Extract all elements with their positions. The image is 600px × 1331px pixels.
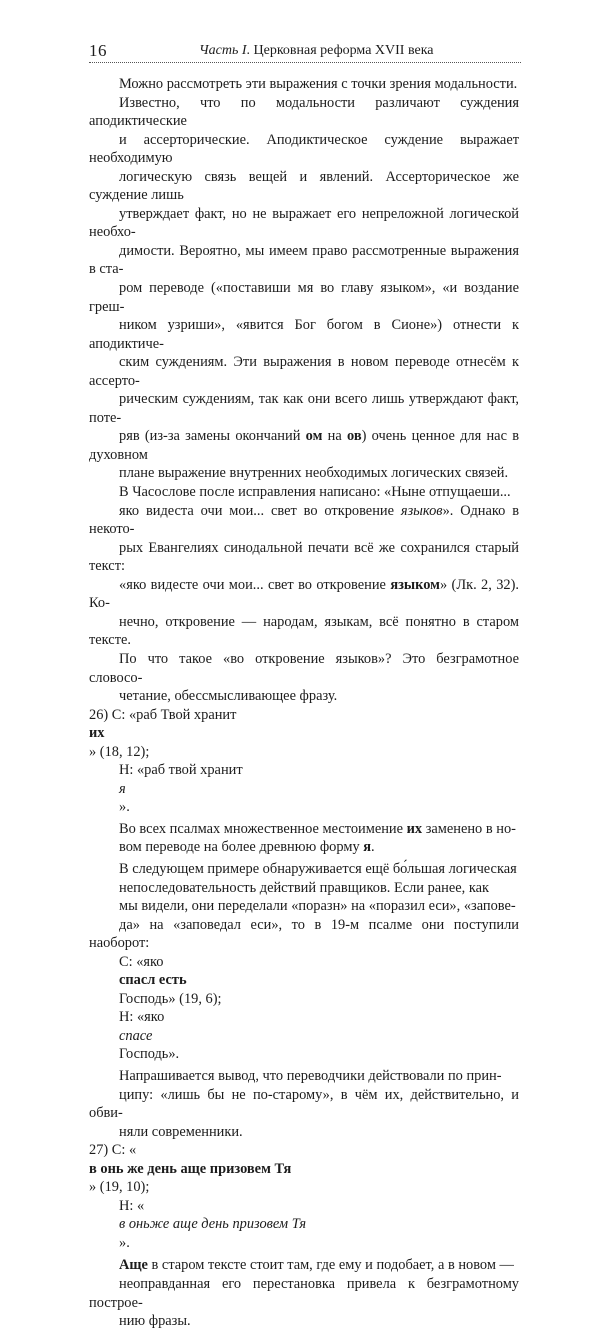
text-run: » (Лк. 2, 32). Ко- [89,576,519,612]
bold-term: спасл есть [119,972,187,989]
text-run: С: «яко [119,953,164,970]
text-line: ципу: «лишь бы не по-старому», в чём их, действительно, и обви- [89,1086,519,1122]
text-line: четание, обессмысливающее фразу. [119,688,338,705]
example-19-old [89,953,519,1009]
text-line: В следующем примере обнаруживается ещё бо́льшая логическая [119,860,517,877]
part-label: Часть I [199,43,247,58]
paragraph-inconsistency [89,860,519,953]
text-run: заменено в но- [422,820,516,837]
paragraph-conclusion [89,1067,519,1141]
example-26-old [89,706,519,762]
italic-term: в оньже аще день призовем Тя [119,1216,307,1233]
paragraph-ashche [89,1256,519,1330]
text-run: » (18, 12); [89,743,150,760]
bold-term: я [363,839,372,856]
text-line: ром переводе («поставиши мя во главу языком», «и воздание греш- [89,280,519,315]
bold-term: ом [305,428,323,445]
text-run: Господь» (19, 6); [119,990,222,1007]
text-line: В Часослове после исправления написано: «Ныне отпущаеши... [119,484,511,501]
example-27-new [89,1197,519,1253]
text-run: «яко видесте очи мои... свет во откровение [119,576,391,593]
example-19-new [89,1008,519,1064]
example-26-new [89,761,519,817]
text-line: Можно рассмотреть эти выражения с точки зрения модальности. [119,76,518,92]
text-line: и ассерторические. Аподиктическое суждение выражает необходимую [89,131,519,167]
text-run: ». Однако в некото- [89,502,519,538]
text-line: утверждает факт, но не выражает его непреложной логической необхо- [89,205,519,241]
text-line: мы видели, они переделали «поразн» на «поразил еси», «запове- [119,898,516,915]
text-line [89,576,519,613]
text-run: ». [119,1234,130,1251]
italic-term: языков [400,502,443,519]
bold-term: их [89,725,105,742]
text-line: рых Евангелиях синодальной печати всё же сохранился старый текст: [89,539,519,575]
text-run: ». [119,799,130,816]
bold-term: Аще [119,1257,148,1274]
text-run: яко видеста очи мои... свет во откровение [119,502,401,519]
text-line: Напрашивается вывод, что переводчики действовали по прин- [119,1067,502,1084]
text-run: в старом тексте стоит там, где ему и подобает, а в новом — [147,1257,514,1274]
text-run: Во всех псалмах множественное местоимение [119,820,407,837]
example-27-old [89,1141,519,1197]
paragraph-chasoslov [89,483,519,706]
text-line: логическую связь вещей и явлений. Ассерторическое же суждение лишь [89,168,519,204]
italic-term: я [119,780,126,797]
text-run: Господь». [119,1046,180,1063]
text-line [89,820,519,839]
text-line: неоправданная его перестановка привела к безграмотному построе- [89,1276,519,1311]
text-line [89,1256,519,1275]
text-line: Известно, что по модальности различают суждения аподиктические [89,94,519,130]
bold-term: их [406,820,423,837]
text-run: 27) С: « [89,1142,137,1159]
paragraph-pronoun [89,820,519,857]
text-line: рическим суждениям, так как они всего лишь утверждают факт, поте- [89,391,519,426]
text-line: ником узриши», «явится Бог богом в Сионе») отнести к аподиктиче- [89,317,519,352]
running-title [199,43,434,59]
text-line: няли современники. [119,1123,243,1140]
text-run: ряв (из-за замены окончаний [119,428,306,445]
text-line: димости. Вероятно, мы имеем право рассмотренные выражения в ста- [89,242,519,278]
text-line: нечно, откровение — народам, языкам, всё понятно в старом тексте. [89,613,519,649]
bold-term: ов [347,428,362,445]
text-line: ским суждениям. Эти выражения в новом переводе отнесём к ассерто- [89,354,519,389]
text-run: вом переводе на более древнюю форму [119,839,364,856]
paragraph-modality [89,75,519,483]
text-line [89,427,519,464]
text-line: плане выражение внутренних необходимых логических связей. [119,465,509,482]
page-number: 16 [89,41,107,60]
text-line: непоследовательность действий правщиков. Если ранее, как [119,879,490,896]
text-run: Н: « [119,1197,145,1214]
text-run: Н: «яко [119,1009,165,1026]
text-run: на [322,428,347,445]
text-line [89,502,519,539]
text-line [89,838,519,857]
italic-term: спасе [119,1027,153,1044]
text-run: Н: «раб твой хранит [119,762,243,779]
text-line: По что такое «во откровение языков»? Это безграмотное словосо- [89,650,519,686]
text-line: да» на «заповедал еси», то в 19-м псалме они поступили наоборот: [89,916,519,952]
running-head [89,40,521,63]
text-run: 26) С: «раб Твой хранит [89,706,237,723]
bold-term: языком [390,576,440,593]
body-text [89,75,519,1331]
text-run: » (19, 10); [89,1179,150,1196]
text-run: ) очень ценное для нас в духовном [89,428,519,463]
running-title-rest: . Церковная реформа XVII века [246,43,434,58]
text-line: нию фразы. [119,1313,191,1330]
bold-term: в онь же день аще призовем Тя [89,1160,292,1177]
text-run: . [371,839,375,856]
